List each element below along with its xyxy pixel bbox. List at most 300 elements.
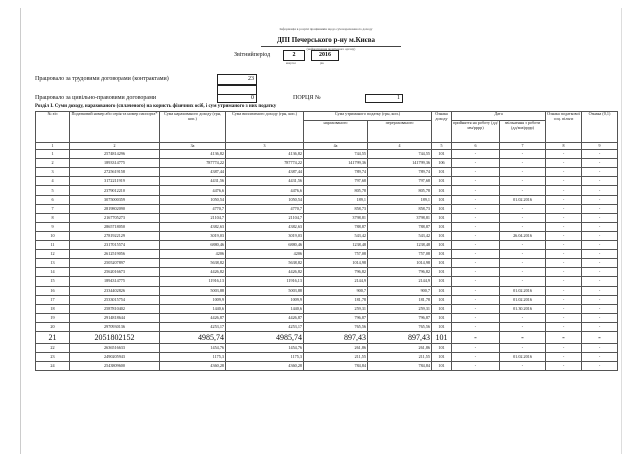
tax-id: 2914818644 [70, 313, 160, 322]
document-page [20, 8, 622, 454]
table-row [36, 268, 618, 277]
sign-01: - [582, 268, 618, 277]
accrued-income: 3019,03 [160, 231, 226, 240]
accrued-income: 4985,74 [160, 331, 226, 343]
accrued-income: 1175,3 [160, 353, 226, 362]
tax-id: 2970930136 [70, 322, 160, 331]
table-row [36, 353, 618, 362]
paid-income: 4382,63 [226, 222, 304, 231]
sign-01: - [582, 159, 618, 168]
table-row [36, 362, 618, 371]
row-number: 17 [36, 295, 70, 304]
income-sign: 101 [432, 268, 452, 277]
dismiss-date: - [500, 222, 546, 231]
paid-income: 5638,82 [226, 259, 304, 268]
tax-id: 2574814296 [70, 150, 160, 159]
hire-date: - [452, 186, 500, 195]
income-sign: 101 [432, 322, 452, 331]
sign-01: - [582, 362, 618, 371]
hire-date: - [452, 168, 500, 177]
table-row [36, 313, 618, 322]
column-number: 8 [546, 143, 582, 150]
sign-01: - [582, 343, 618, 352]
income-sign: 101 [432, 331, 452, 343]
dismiss-date: - [500, 241, 546, 250]
tax-transferred: 858,73 [368, 204, 432, 213]
dismiss-date: - [500, 313, 546, 322]
tax-id: 2533015754 [70, 295, 160, 304]
tax-accrued: 784,84 [304, 362, 368, 371]
hire-date: - [452, 277, 500, 286]
benefit-sign: - [546, 268, 582, 277]
dismiss-date: 01.02.2016 [500, 353, 546, 362]
quarter-box: 2 [283, 50, 305, 61]
dismiss-date: - [500, 250, 546, 259]
benefit-sign: - [546, 313, 582, 322]
tax-id: 2490205943 [70, 353, 160, 362]
org-caption: (найменування податкового органу) [306, 47, 356, 51]
paid-income: 1175,3 [226, 353, 304, 362]
table-row [36, 195, 618, 204]
paid-income: 4476,6 [226, 186, 304, 195]
table-row [36, 259, 618, 268]
paid-income: 4431,56 [226, 177, 304, 186]
benefit-sign: - [546, 295, 582, 304]
tax-accrued: 261,86 [304, 343, 368, 352]
tax-transferred: 543,42 [368, 231, 432, 240]
col-header-withheld-transferred: перерахованого [368, 121, 432, 143]
paid-income: 4387,44 [226, 168, 304, 177]
tax-transferred: 805,78 [368, 186, 432, 195]
income-sign: 101 [432, 241, 452, 250]
tax-transferred: 211,55 [368, 353, 432, 362]
income-sign: 101 [432, 313, 452, 322]
paid-income: 4426,82 [226, 268, 304, 277]
sign-01: - [582, 295, 618, 304]
hire-date: - [452, 322, 500, 331]
accrued-income: 1454,76 [160, 343, 226, 352]
sign-01: - [582, 322, 618, 331]
income-sign: 101 [432, 168, 452, 177]
tax-transferred: 1238,48 [368, 241, 432, 250]
table-row [36, 241, 618, 250]
year-caption: рік [320, 61, 324, 65]
dismiss-date: - [500, 168, 546, 177]
tax-id: 2167705273 [70, 213, 160, 222]
table-row [36, 250, 618, 259]
tax-accrued: 858,73 [304, 204, 368, 213]
sign-01: - [582, 213, 618, 222]
accrued-income: 4426,82 [160, 268, 226, 277]
sign-01: - [582, 241, 618, 250]
tax-transferred: 796,87 [368, 313, 432, 322]
row-number: 15 [36, 277, 70, 286]
tax-id: 2562016673 [70, 268, 160, 277]
tax-transferred: 744,55 [368, 150, 432, 159]
sign-01: - [582, 195, 618, 204]
paid-income: 4360,28 [226, 362, 304, 371]
sign-01: - [582, 150, 618, 159]
sign-01: - [582, 353, 618, 362]
income-sign: 101 [432, 353, 452, 362]
table-row [36, 213, 618, 222]
benefit-sign: - [546, 168, 582, 177]
row-number: 7 [36, 204, 70, 213]
accrued-income: 4431,56 [160, 177, 226, 186]
hire-date: - [452, 362, 500, 371]
income-sign: 101 [432, 259, 452, 268]
hire-date: - [452, 195, 500, 204]
benefit-sign: - [546, 186, 582, 195]
dismiss-date: 26.04.2016 [500, 231, 546, 240]
income-sign: 101 [432, 150, 452, 159]
col-header-dismiss-date: звільнення з роботи (дд/мм/рррр) [500, 121, 546, 143]
income-sign: 101 [432, 222, 452, 231]
tax-transferred: 259,31 [368, 304, 432, 313]
dismiss-date: - [500, 186, 546, 195]
paid-income: 5003,88 [226, 286, 304, 295]
order-value: 1 [365, 94, 403, 103]
tax-accrued: 900,7 [304, 286, 368, 295]
col-header-income-sign: Ознака доходу [432, 112, 452, 143]
benefit-sign: - [546, 277, 582, 286]
hire-date: - [452, 268, 500, 277]
accrued-income: 4360,28 [160, 362, 226, 371]
hire-date: - [452, 295, 500, 304]
dismiss-date: 01.02.2016 [500, 295, 546, 304]
hire-date: - [452, 286, 500, 295]
benefit-sign: - [546, 241, 582, 250]
income-sign: 101 [432, 177, 452, 186]
table-row [36, 343, 618, 352]
table-row [36, 186, 618, 195]
accrued-income: 1050,54 [160, 195, 226, 204]
civil-contracts-value: 0 [217, 94, 257, 103]
table-row [36, 204, 618, 213]
tax-transferred: 141799,36 [368, 159, 432, 168]
col-header-withheld-accrued: нарахованого [304, 121, 368, 143]
dismiss-date: - [500, 177, 546, 186]
accrued-income: 4770,7 [160, 204, 226, 213]
tax-transferred: 757,08 [368, 250, 432, 259]
table-row [36, 159, 618, 168]
benefit-sign: - [546, 259, 582, 268]
order-label: ПОРЦЯ № [293, 95, 321, 101]
income-sign: 106 [432, 159, 452, 168]
tax-id: 2612519056 [70, 250, 160, 259]
hire-date: - [452, 313, 500, 322]
dismiss-date: 01.02.2016 [500, 195, 546, 204]
hire-date: - [452, 213, 500, 222]
hire-date: - [452, 250, 500, 259]
sign-01: - [582, 250, 618, 259]
dismiss-date: - [500, 268, 546, 277]
section-title: Розділ І. Суми доходу, нарахованого (сплаченого) на користь фізичних осіб, і сум утриманого з них податку [35, 104, 277, 109]
income-sign: 101 [432, 362, 452, 371]
tax-id: 3172211919 [70, 177, 160, 186]
tax-accrued: 2144,9 [304, 277, 368, 286]
table-row [36, 286, 618, 295]
benefit-sign: - [546, 353, 582, 362]
dismiss-date: - [500, 322, 546, 331]
labor-contracts-label: Працювало за трудовими договорами (контрактами) [35, 76, 169, 82]
income-table [35, 111, 618, 371]
tax-accrued: 259,31 [304, 304, 368, 313]
sign-01: - [582, 177, 618, 186]
tax-transferred: 797,68 [368, 177, 432, 186]
sign-01: - [582, 222, 618, 231]
column-number: 7 [500, 143, 546, 150]
hire-date: - [452, 204, 500, 213]
accrued-income: 4136,82 [160, 150, 226, 159]
income-sign: 101 [432, 250, 452, 259]
tax-transferred: 897,43 [368, 331, 432, 343]
benefit-sign: - [546, 222, 582, 231]
period-label: Звітнийперіод [234, 52, 271, 58]
column-number: 6 [452, 143, 500, 150]
hire-date: - [452, 343, 500, 352]
org-name: ДПІ Печерського р-ну м.Києва [276, 36, 375, 44]
row-number: 10 [36, 231, 70, 240]
col-header-hire-date: прийняття на роботу (дд/мм/рррр) [452, 121, 500, 143]
tax-transferred: 765,56 [368, 322, 432, 331]
paid-income: 1050,54 [226, 195, 304, 204]
row-number: 8 [36, 213, 70, 222]
column-number: 5 [432, 143, 452, 150]
top-note: Інформація в розрізі працівників щодо сум нарахованого доходу [279, 27, 373, 31]
dismiss-date: - [500, 343, 546, 352]
col-header-sign01: Ознака (0,1) [582, 112, 618, 143]
hire-date: - [452, 353, 500, 362]
tax-transferred: 181,78 [368, 295, 432, 304]
col-header-withheld: Сума утриманого податку (грн, коп.) [304, 112, 432, 121]
dismiss-date: - [500, 159, 546, 168]
benefit-sign: - [546, 250, 582, 259]
row-number: 20 [36, 322, 70, 331]
benefit-sign: - [546, 362, 582, 371]
tax-id: 2317015574 [70, 241, 160, 250]
benefit-sign: - [546, 286, 582, 295]
sign-01: - [582, 313, 618, 322]
paid-income: 11916,13 [226, 277, 304, 286]
row-number: 2 [36, 159, 70, 168]
tax-id: 1893314775 [70, 159, 160, 168]
quarter-caption: квартал [286, 61, 296, 65]
tax-id: 2379012210 [70, 186, 160, 195]
tax-transferred: 796,82 [368, 268, 432, 277]
accrued-income: 21104,7 [160, 213, 226, 222]
table-row [36, 150, 618, 159]
accrued-income: 1009,9 [160, 295, 226, 304]
tax-id: 2781922129 [70, 231, 160, 240]
tax-id: 2636516633 [70, 343, 160, 352]
benefit-sign: - [546, 150, 582, 159]
row-number: 5 [36, 186, 70, 195]
tax-transferred: 900,7 [368, 286, 432, 295]
column-number: 4 [368, 143, 432, 150]
hire-date: - [452, 241, 500, 250]
tax-accrued: 765,56 [304, 322, 368, 331]
row-number: 22 [36, 343, 70, 352]
accrued-income: 4387,44 [160, 168, 226, 177]
benefit-sign: - [546, 195, 582, 204]
dismiss-date: - [500, 259, 546, 268]
tax-transferred: 261,86 [368, 343, 432, 352]
sign-01: - [582, 304, 618, 313]
civil-contracts-label: Працювало за цивільно-правовими договорами [35, 95, 157, 101]
benefit-sign: - [546, 204, 582, 213]
tax-accrued: 796,87 [304, 313, 368, 322]
paid-income: 1440,6 [226, 304, 304, 313]
tax-accrued: 1014,98 [304, 259, 368, 268]
dismiss-date: - [500, 213, 546, 222]
sign-01: - [582, 168, 618, 177]
dismiss-date: 01.02.2016 [500, 286, 546, 295]
paid-income: 1009,9 [226, 295, 304, 304]
row-number: 12 [36, 250, 70, 259]
row-number: 14 [36, 268, 70, 277]
sign-01: - [582, 331, 618, 343]
col-header-accrued: Сума нарахованого доходу (грн, коп.) [160, 112, 226, 143]
income-sign: 101 [432, 295, 452, 304]
dismiss-date: - [500, 331, 546, 343]
paid-income: 3019,03 [226, 231, 304, 240]
accrued-income: 1440,6 [160, 304, 226, 313]
accrued-income: 5638,82 [160, 259, 226, 268]
benefit-sign: - [546, 322, 582, 331]
accrued-income: 787774,22 [160, 159, 226, 168]
table-row [36, 222, 618, 231]
labor-contracts-value: 23 [217, 74, 257, 85]
paid-income: 4206 [226, 250, 304, 259]
col-header-paid: Сума виплаченого доходу (грн, коп.) [226, 112, 304, 143]
table-row [36, 168, 618, 177]
dismiss-date: 01.30.2016 [500, 304, 546, 313]
tax-accrued: 897,43 [304, 331, 368, 343]
tax-id: 2334402826 [70, 286, 160, 295]
tax-id: 2587810402 [70, 304, 160, 313]
benefit-sign: - [546, 343, 582, 352]
accrued-income: 4206 [160, 250, 226, 259]
paid-income: 1454,76 [226, 343, 304, 352]
income-sign: 101 [432, 195, 452, 204]
paid-income: 4985,74 [226, 331, 304, 343]
paid-income: 4136,82 [226, 150, 304, 159]
tax-transferred: 788,87 [368, 222, 432, 231]
row-number: 23 [36, 353, 70, 362]
column-number: 1 [36, 143, 70, 150]
sign-01: - [582, 231, 618, 240]
hire-date: - [452, 259, 500, 268]
row-number: 4 [36, 177, 70, 186]
benefit-sign: - [546, 213, 582, 222]
dismiss-date: - [500, 150, 546, 159]
hire-date: - [452, 177, 500, 186]
accrued-income: 4253,17 [160, 322, 226, 331]
tax-accrued: 3798,81 [304, 213, 368, 222]
dismiss-date: - [500, 277, 546, 286]
row-number: 13 [36, 259, 70, 268]
table-row [36, 177, 618, 186]
dismiss-date: - [500, 204, 546, 213]
tax-transferred: 789,74 [368, 168, 432, 177]
hire-date: - [452, 331, 500, 343]
benefit-sign: - [546, 331, 582, 343]
sign-01: - [582, 286, 618, 295]
income-sign: 101 [432, 343, 452, 352]
tax-id: 2725619158 [70, 168, 160, 177]
column-number: 3 [226, 143, 304, 150]
hire-date: - [452, 231, 500, 240]
tax-id: 1894314775 [70, 277, 160, 286]
tax-id: 3075000359 [70, 195, 160, 204]
tax-transferred: 189,1 [368, 195, 432, 204]
tax-id: 2543809600 [70, 362, 160, 371]
income-sign: 101 [432, 277, 452, 286]
paid-income: 787774,22 [226, 159, 304, 168]
income-sign: 101 [432, 204, 452, 213]
col-header-tax-id: Податковий номер або серія та номер паспорта* [70, 112, 160, 143]
tax-transferred: 1014,98 [368, 259, 432, 268]
table-row [36, 304, 618, 313]
column-number: 9 [582, 143, 618, 150]
income-sign: 101 [432, 186, 452, 195]
hire-date: - [452, 304, 500, 313]
income-sign: 101 [432, 213, 452, 222]
tax-id: 2505207897 [70, 259, 160, 268]
tax-accrued: 189,1 [304, 195, 368, 204]
tax-id: 2865718050 [70, 222, 160, 231]
tax-accrued: 181,78 [304, 295, 368, 304]
tax-accrued: 788,87 [304, 222, 368, 231]
tax-transferred: 2144,9 [368, 277, 432, 286]
accrued-income: 4382,63 [160, 222, 226, 231]
paid-income: 4426,87 [226, 313, 304, 322]
hire-date: - [452, 150, 500, 159]
accrued-income: 5003,88 [160, 286, 226, 295]
table-row [36, 331, 618, 343]
table-body [36, 150, 618, 371]
income-sign: 101 [432, 304, 452, 313]
hire-date: - [452, 222, 500, 231]
column-number: 3а [160, 143, 226, 150]
row-number: 11 [36, 241, 70, 250]
column-number: 4а [304, 143, 368, 150]
tax-accrued: 543,42 [304, 231, 368, 240]
column-number-row [36, 143, 618, 150]
paid-income: 4253,17 [226, 322, 304, 331]
tax-accrued: 141799,36 [304, 159, 368, 168]
row-number: 21 [36, 331, 70, 343]
sign-01: - [582, 259, 618, 268]
benefit-sign: - [546, 159, 582, 168]
tax-accrued: 805,78 [304, 186, 368, 195]
accrued-income: 6880,46 [160, 241, 226, 250]
benefit-sign: - [546, 177, 582, 186]
accrued-income: 11916,13 [160, 277, 226, 286]
tax-accrued: 1238,48 [304, 241, 368, 250]
tax-transferred: 784,84 [368, 362, 432, 371]
tax-accrued: 757,08 [304, 250, 368, 259]
tax-accrued: 211,55 [304, 353, 368, 362]
accrued-income: 4426,87 [160, 313, 226, 322]
col-header-num: № з/п [36, 112, 70, 143]
row-number: 24 [36, 362, 70, 371]
paid-income: 21104,7 [226, 213, 304, 222]
benefit-sign: - [546, 304, 582, 313]
column-number: 2 [70, 143, 160, 150]
table-row [36, 322, 618, 331]
